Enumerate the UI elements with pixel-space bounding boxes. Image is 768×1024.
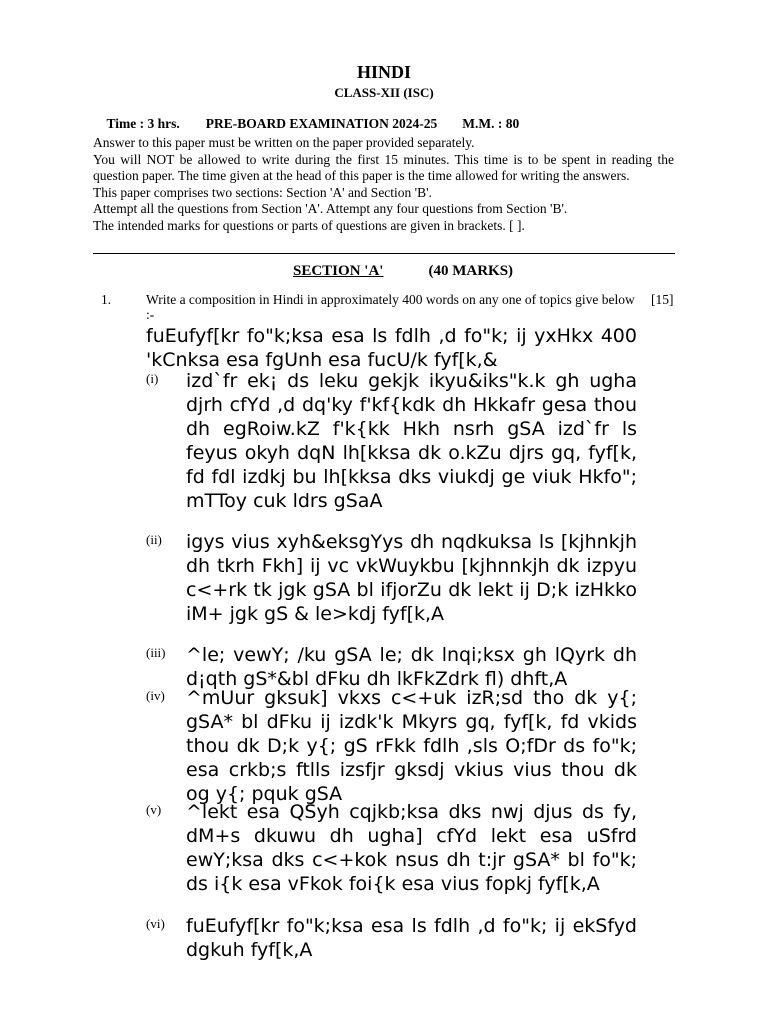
instruction-line: The intended marks for questions or parts of questions are given in brackets. [ ].: [93, 217, 525, 233]
time-label: Time : 3 hrs.: [106, 116, 180, 131]
option-text: fuEufyf[kr fo"k;ksa esa ls fdlh ,d fo"k; ij ekSfyd dgkuh fyf[k,A: [186, 915, 637, 961]
option-item: [146, 643, 637, 691]
paper-title: HINDI: [356, 62, 411, 82]
section-marks: (40 MARKS): [428, 263, 514, 279]
instruction-line: Answer to this paper must be written on the paper provided separately.: [93, 135, 475, 150]
option-item: [146, 530, 637, 626]
option-text: ^mUur gksuk] vkxs c<+uk izR;sd tho dk y{; gSA* bl dFku ij izdk'k Mkyrs gq, fyf[k, fd vkids thou dk D;k y{; gS rFkk fdlh ,sls O;fDr ds fo"k; esa crkb;s ftlls izsfjr gksdj vkius vius thou dk og y{; pquk gSA: [186, 687, 637, 805]
divider: [93, 253, 675, 254]
question-text: Write a composition in Hindi in approximately 400 words on any one of topics give below :-: [146, 292, 635, 322]
question-hindi-intro: fuEufyf[kr fo"k;ksa esa ls fdlh ,d fo"k; ij yxHkx 400 'kCnksa esa fgUnh esa fucU/k fyf[k,&: [146, 325, 637, 371]
option-number: (v): [146, 802, 162, 817]
option-number: (vi): [146, 916, 165, 931]
instruction-line: Attempt all the questions from Section 'A'. Attempt any four questions from Section 'B'.: [93, 201, 568, 216]
option-text: ^lekt esa QSyh cqjkb;ksa dks nwj djus ds fy, dM+s dkuwu dh ugha] cfYd lekt esa uSfrd ewY;ksa dks c<+kok nsus dh t:jr gSA* bl fo"k; ds i{k esa vFkok foi{k esa vius fopkj fyf[k,A: [186, 801, 637, 895]
option-number: (iv): [146, 688, 165, 703]
option-item: [146, 686, 637, 806]
option-number: (iii): [146, 645, 166, 660]
instruction-line: This paper comprises two sections: Section 'A' and Section 'B'.: [93, 184, 432, 200]
option-number: (ii): [146, 532, 162, 547]
option-item: [146, 369, 637, 513]
section-heading: [293, 263, 513, 280]
section-name: SECTION 'A': [293, 263, 384, 279]
option-number: (i): [146, 371, 159, 386]
max-marks: M.M. : 80: [462, 116, 520, 131]
option-text: igys vius xyh&eksgYys dh nqdkuksa ls [kjhnkjh dh tkrh Fkh] ij vc vkWuykbu [kjhnnkjh dk izpyu c<+rk tk jgk gSA bl ifjorZu dk lekt ij D;k izHkko iM+ jgk gS & le>kdj fyf[k,A: [186, 531, 637, 625]
option-item: [146, 914, 637, 962]
option-text: ^le; vewY; /ku gSA le; dk lnqi;ksx gh lQyrk dh d¡qth gS*&bl dFku dh lkFkZdrk fl) dhft,A: [186, 644, 637, 690]
question-marks: [15]: [651, 292, 674, 307]
instruction-line: You will NOT be allowed to write during the first 15 minutes. This time is to be spent in reading the question paper. The time given at the head of this paper is the time allowed for writing the answers.: [93, 151, 674, 183]
option-item: [146, 800, 637, 896]
question-number: 1.: [101, 292, 112, 307]
exam-name: PRE-BOARD EXAMINATION 2024-25: [205, 116, 438, 131]
option-text: izd`fr ek¡ ds leku gekjk ikyu&iks"k.k gh ugha djrh cfYd ,d dq'ky f'kf{kdk dh Hkkafr gesa thou dh egRoiw.kZ f'k{kk Hkh nsrh gSA izd`fr ls feyus okyh dqN lh[kksa dk o.kZu djrs gq, fyf[k, fd fdl izdkj bu lh[kksa dks viukdj ge viuk Hkfo"; mTToy cuk ldrs gSaA: [186, 370, 637, 512]
class-label: CLASS-XII (ISC): [334, 85, 434, 100]
instructions: [93, 135, 674, 234]
